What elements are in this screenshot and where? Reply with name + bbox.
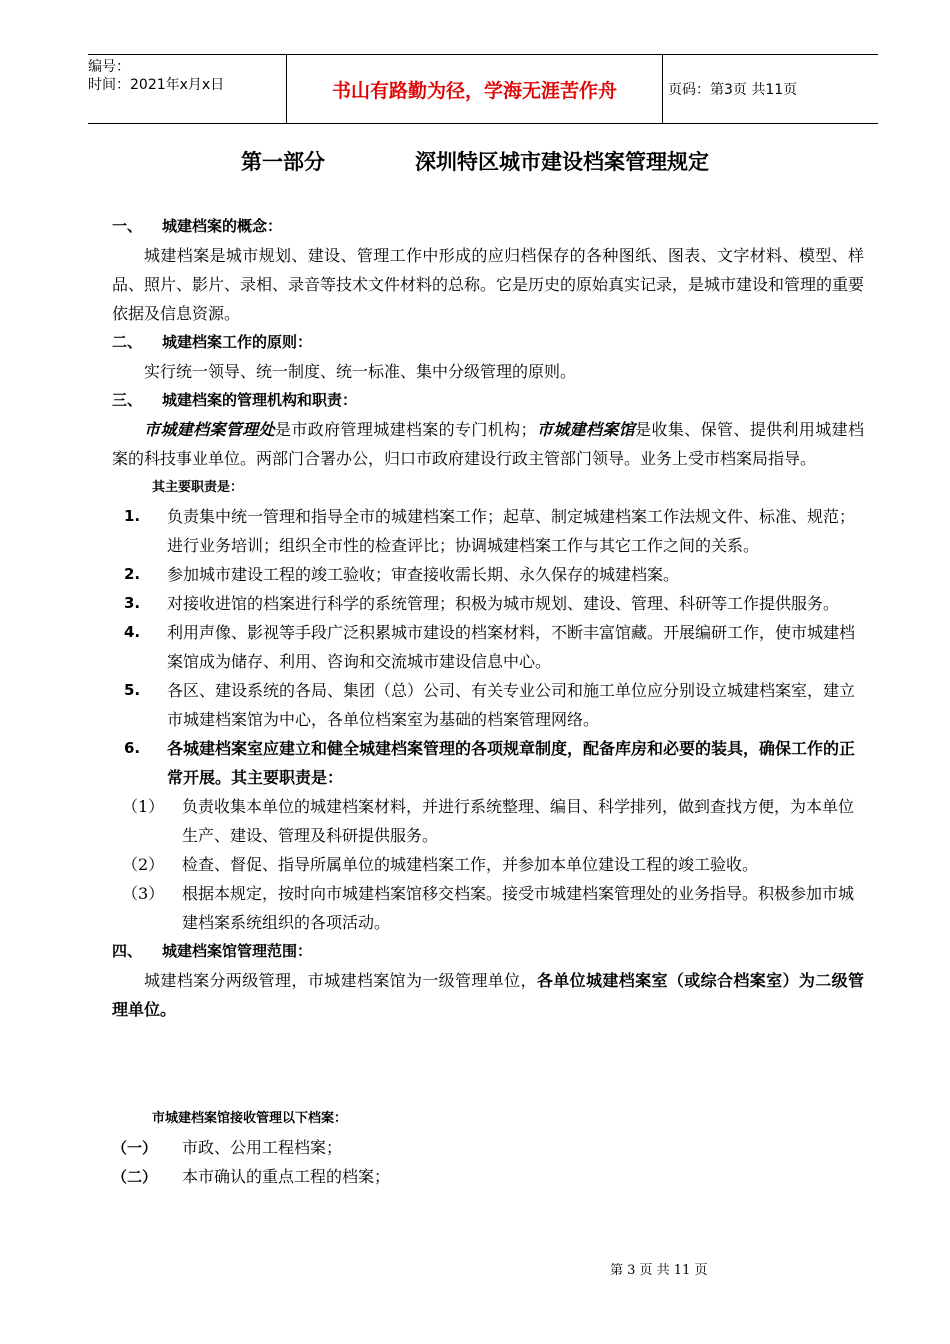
list-item bbox=[112, 734, 864, 792]
section-number: 三、 bbox=[112, 391, 143, 409]
spacer bbox=[112, 1024, 864, 1104]
duties-label: 其主要职责是： bbox=[152, 480, 244, 495]
list-text: 对接收进馆的档案进行科学的系统管理；积极为城市规划、建设、管理、科研等工作提供服务。 bbox=[167, 594, 840, 613]
section-paragraph bbox=[112, 966, 864, 1024]
header-motto: 书山有路勤为径，学海无涯苦作舟 bbox=[286, 55, 663, 123]
scope-label: 市城建档案馆接收管理以下档案： bbox=[152, 1111, 348, 1126]
list-text: 负责集中统一管理和指导全市的城建档案工作；起草、制定城建档案工作法规文件、标准、规范；进行业务培训；组织全市性的检查评比；协调城建档案工作与其它工作之间的关系。 bbox=[167, 507, 856, 555]
section-paragraph: 实行统一领导、统一制度、统一标准、集中分级管理的原则。 bbox=[144, 362, 577, 381]
list-number: （2） bbox=[122, 855, 165, 874]
org-name: 市城建档案馆 bbox=[536, 420, 636, 439]
header-page-info: 页码：第3页 共11页 bbox=[668, 82, 798, 98]
scope-item bbox=[112, 1162, 864, 1191]
list-number: （一） bbox=[112, 1139, 158, 1157]
serial-label: 编号： bbox=[88, 59, 130, 75]
section-paragraph bbox=[112, 415, 864, 473]
list-item bbox=[112, 502, 864, 560]
list-text: 各城建档案室应建立和健全城建档案管理的各项规章制度，配备库房和必要的装具，确保工作的正常开展。其主要职责是： bbox=[167, 739, 856, 787]
org-name: 市城建档案管理处 bbox=[144, 420, 275, 439]
section-title: 城建档案的管理机构和职责： bbox=[162, 391, 358, 409]
list-number: 6. bbox=[124, 739, 141, 757]
list-text: 参加城市建设工程的竣工验收；审查接收需长期、永久保存的城建档案。 bbox=[167, 565, 680, 584]
list-text: 市政、公用工程档案； bbox=[182, 1138, 343, 1157]
document-title bbox=[0, 146, 950, 176]
list-number: 1. bbox=[124, 507, 141, 525]
list-text: 各区、建设系统的各局、集团（总）公司、有关专业公司和施工单位应分别设立城建档案室，建立市城建档案馆为中心，各单位档案室为基础的档案管理网络。 bbox=[167, 681, 856, 729]
sub-list-item bbox=[112, 879, 864, 937]
section-number: 四、 bbox=[112, 942, 143, 960]
time-label: 时间：2021年x月x日 bbox=[88, 77, 225, 93]
scope-item bbox=[112, 1133, 864, 1162]
list-text: 负责收集本单位的城建档案材料，并进行系统整理、编目、科学排列，做到查找方便，为本单位生产、建设、管理及科研提供服务。 bbox=[182, 797, 855, 845]
sub-list-item bbox=[112, 792, 864, 850]
section-paragraph: 城建档案是城市规划、建设、管理工作中形成的应归档保存的各种图纸、图表、文字材料、模型、样品、照片、影片、录相、录音等技术文件材料的总称。它是历史的原始真实记录，是城市建设和管理的重要依据及信息资源。 bbox=[112, 246, 865, 323]
paragraph-text: 是市政府管理城建档案的专门机构； bbox=[274, 420, 537, 439]
section-heading bbox=[112, 937, 864, 966]
section-title: 城建档案工作的原则： bbox=[162, 333, 313, 351]
paragraph-text: 是收集、保管、提供利用城建档案的科技事业单位。两部门合署办公，归口市政府建设行政主管部门领导。业务上受市档案局指导。 bbox=[112, 420, 864, 468]
list-number: 4. bbox=[124, 623, 141, 641]
list-number: 3. bbox=[124, 594, 141, 612]
list-item bbox=[112, 676, 864, 734]
document-body bbox=[112, 212, 864, 1191]
list-text: 本市确认的重点工程的档案； bbox=[182, 1167, 391, 1186]
list-text: 根据本规定，按时向市城建档案馆移交档案。接受市城建档案管理处的业务指导。积极参加市城建档案系统组织的各项活动。 bbox=[182, 884, 855, 932]
list-number: 5. bbox=[124, 681, 141, 699]
page-footer: 第 3 页 共 11 页 bbox=[610, 1263, 708, 1278]
title-name: 深圳特区城市建设档案管理规定 bbox=[415, 150, 709, 174]
list-item bbox=[112, 560, 864, 589]
section-heading bbox=[112, 328, 864, 357]
title-part: 第一部分 bbox=[241, 150, 325, 174]
list-number: （1） bbox=[122, 797, 165, 816]
page-header bbox=[88, 54, 878, 124]
sub-list-item bbox=[112, 850, 864, 879]
section-heading bbox=[112, 212, 864, 241]
list-text: 利用声像、影视等手段广泛积累城市建设的档案材料，不断丰富馆藏。开展编研工作，使市城建档案馆成为储存、利用、咨询和交流城市建设信息中心。 bbox=[167, 623, 856, 671]
list-item bbox=[112, 589, 864, 618]
list-number: （3） bbox=[122, 884, 165, 903]
paragraph-text: 城建档案分两级管理，市城建档案馆为一级管理单位， bbox=[144, 971, 537, 990]
section-heading bbox=[112, 386, 864, 415]
section-number: 二、 bbox=[112, 333, 143, 351]
list-number: （二） bbox=[112, 1168, 158, 1186]
header-meta bbox=[88, 55, 286, 123]
list-item bbox=[112, 618, 864, 676]
section-title: 城建档案的概念： bbox=[162, 217, 283, 235]
list-text: 检查、督促、指导所属单位的城建档案工作，并参加本单位建设工程的竣工验收。 bbox=[182, 855, 759, 874]
list-number: 2. bbox=[124, 565, 141, 583]
section-number: 一、 bbox=[112, 217, 143, 235]
paragraph-bold-text: 各单位城建档案室（或综合档案室）为二级管理单位。 bbox=[112, 971, 864, 1019]
section-title: 城建档案馆管理范围： bbox=[162, 942, 313, 960]
